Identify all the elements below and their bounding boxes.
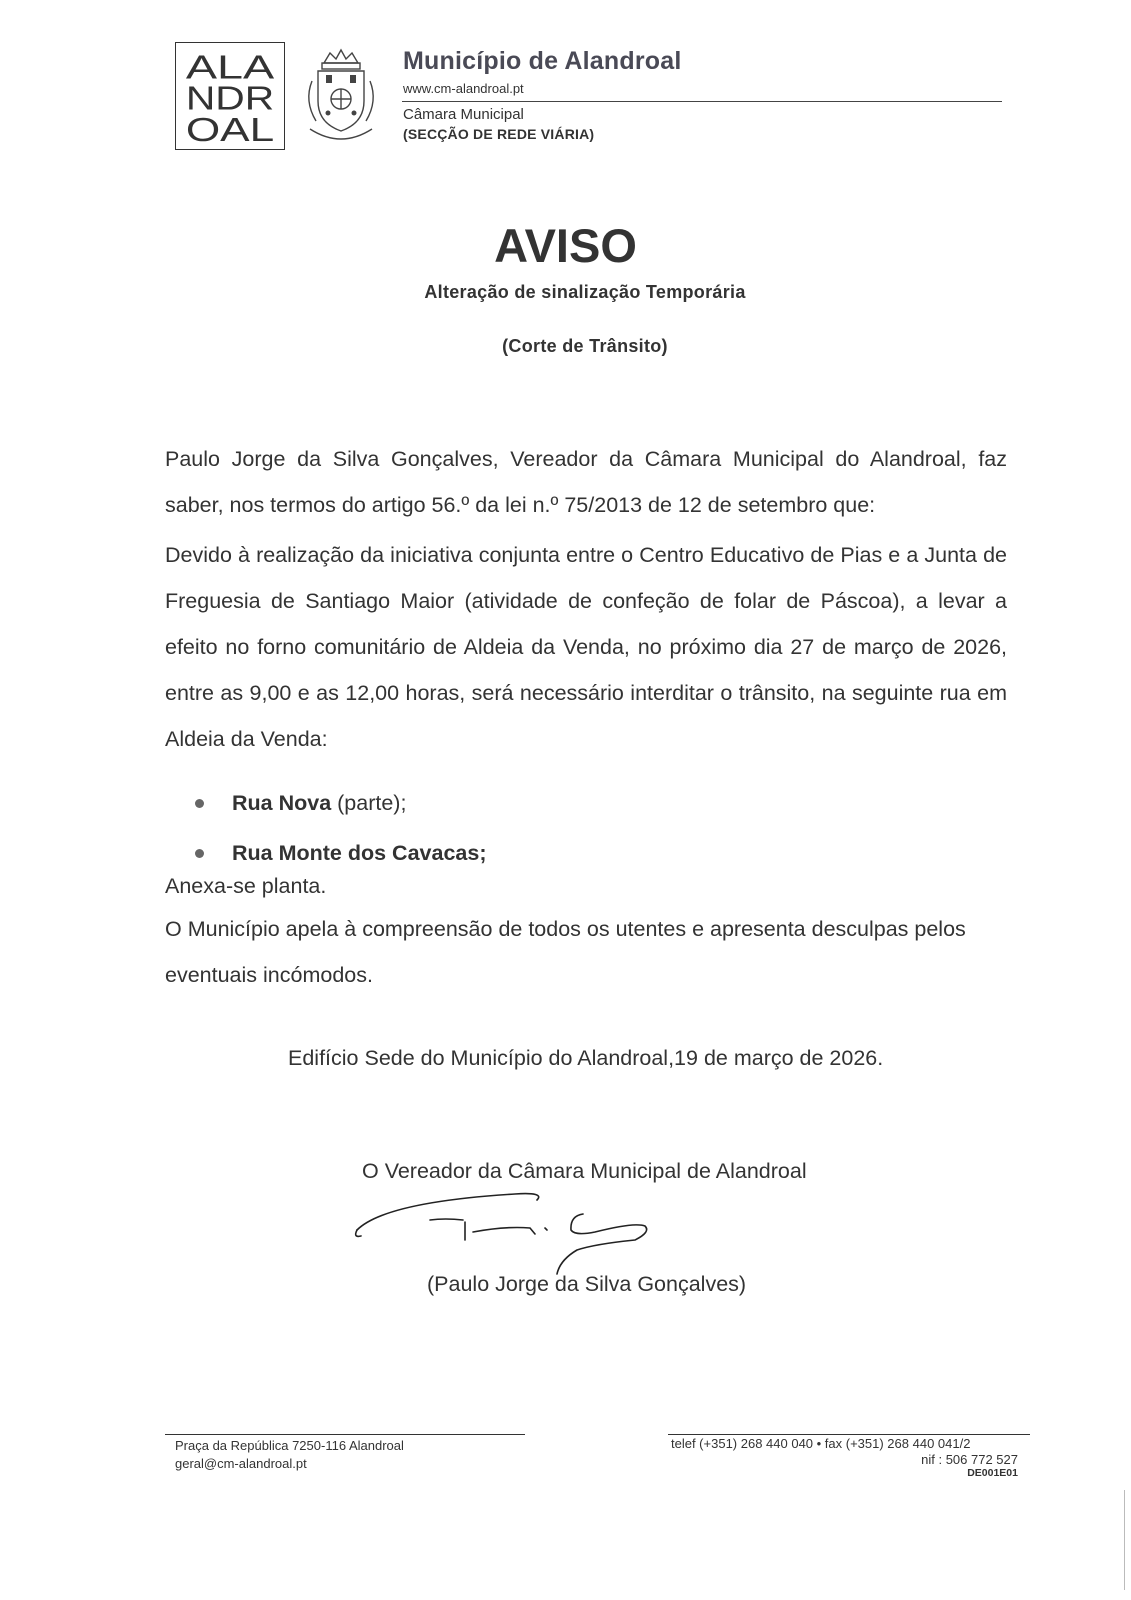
logo-line-2: NDR xyxy=(185,80,275,118)
list-item xyxy=(195,828,486,878)
municipality-name: Município de Alandroal xyxy=(403,47,682,75)
logo-line-3: OAL xyxy=(185,112,275,149)
main-paragraph: Devido à realização da iniciativa conjunta entre o Centro Educativo de Pias e a Junta de Freguesia de Santiago Maior (atividade de confeção de folar de Páscoa), a levar a efeito no forno comunitário de Aldeia da Venda, no próximo dia 27 de março de 2026, entre as 9,00 e as 12,00 horas, será necessário interditar o trânsito, na seguinte rua em Aldeia da Venda: xyxy=(165,543,1007,751)
logo-line-1: ALA xyxy=(185,49,276,87)
footer-nif: nif : 506 772 527 xyxy=(921,1452,1018,1467)
street-note: (parte); xyxy=(331,791,407,815)
footer-email[interactable]: geral@cm-alandroal.pt xyxy=(175,1456,307,1471)
municipality-url[interactable]: www.cm-alandroal.pt xyxy=(403,81,524,96)
list-item xyxy=(195,778,486,828)
street-list xyxy=(195,778,486,878)
section-label: (SECÇÃO DE REDE VIÁRIA) xyxy=(403,126,595,142)
footer-phone-fax: telef (+351) 268 440 040 • fax (+351) 268 440 041/2 xyxy=(671,1436,971,1451)
place-and-date: Edifício Sede do Município do Alandroal,19 de março de 2026. xyxy=(288,1046,884,1070)
footer-divider-right xyxy=(668,1434,1030,1435)
street-name: Rua Nova xyxy=(232,791,332,815)
camara-label: Câmara Municipal xyxy=(403,106,524,123)
street-name: Rua Monte dos Cavacas; xyxy=(232,841,487,865)
notice-subtitle: Alteração de sinalização Temporária xyxy=(424,282,746,302)
document-code: DE001E01 xyxy=(967,1467,1018,1479)
footer-address: Praça da República 7250-116 Alandroal xyxy=(175,1438,404,1453)
footer-divider-left xyxy=(165,1434,525,1435)
alandroal-logo-mark xyxy=(176,43,284,149)
attachment-note: Anexa-se planta. xyxy=(165,874,327,898)
apology-paragraph: O Município apela à compreensão de todos os utentes e apresenta desculpas pelos eventuais incómodos. xyxy=(165,917,966,987)
intro-paragraph: Paulo Jorge da Silva Gonçalves, Vereador da Câmara Municipal do Alandroal, faz saber, nos termos do artigo 56.º da lei n.º 75/2013 de 12 de setembro que: xyxy=(165,447,1007,517)
signer-title: O Vereador da Câmara Municipal de Alandroal xyxy=(362,1159,807,1183)
bullet-icon xyxy=(195,849,204,858)
signer-name: (Paulo Jorge da Silva Gonçalves) xyxy=(427,1272,747,1296)
notice-subtitle-2: (Corte de Trânsito) xyxy=(502,336,668,356)
handwritten-signature xyxy=(345,1180,675,1280)
header-divider xyxy=(402,101,1002,102)
notice-title: AVISO xyxy=(494,219,637,272)
municipal-crest-icon xyxy=(300,45,382,145)
scan-edge xyxy=(1124,1490,1125,1590)
alandroal-logo xyxy=(175,42,285,150)
bullet-icon xyxy=(195,799,204,808)
